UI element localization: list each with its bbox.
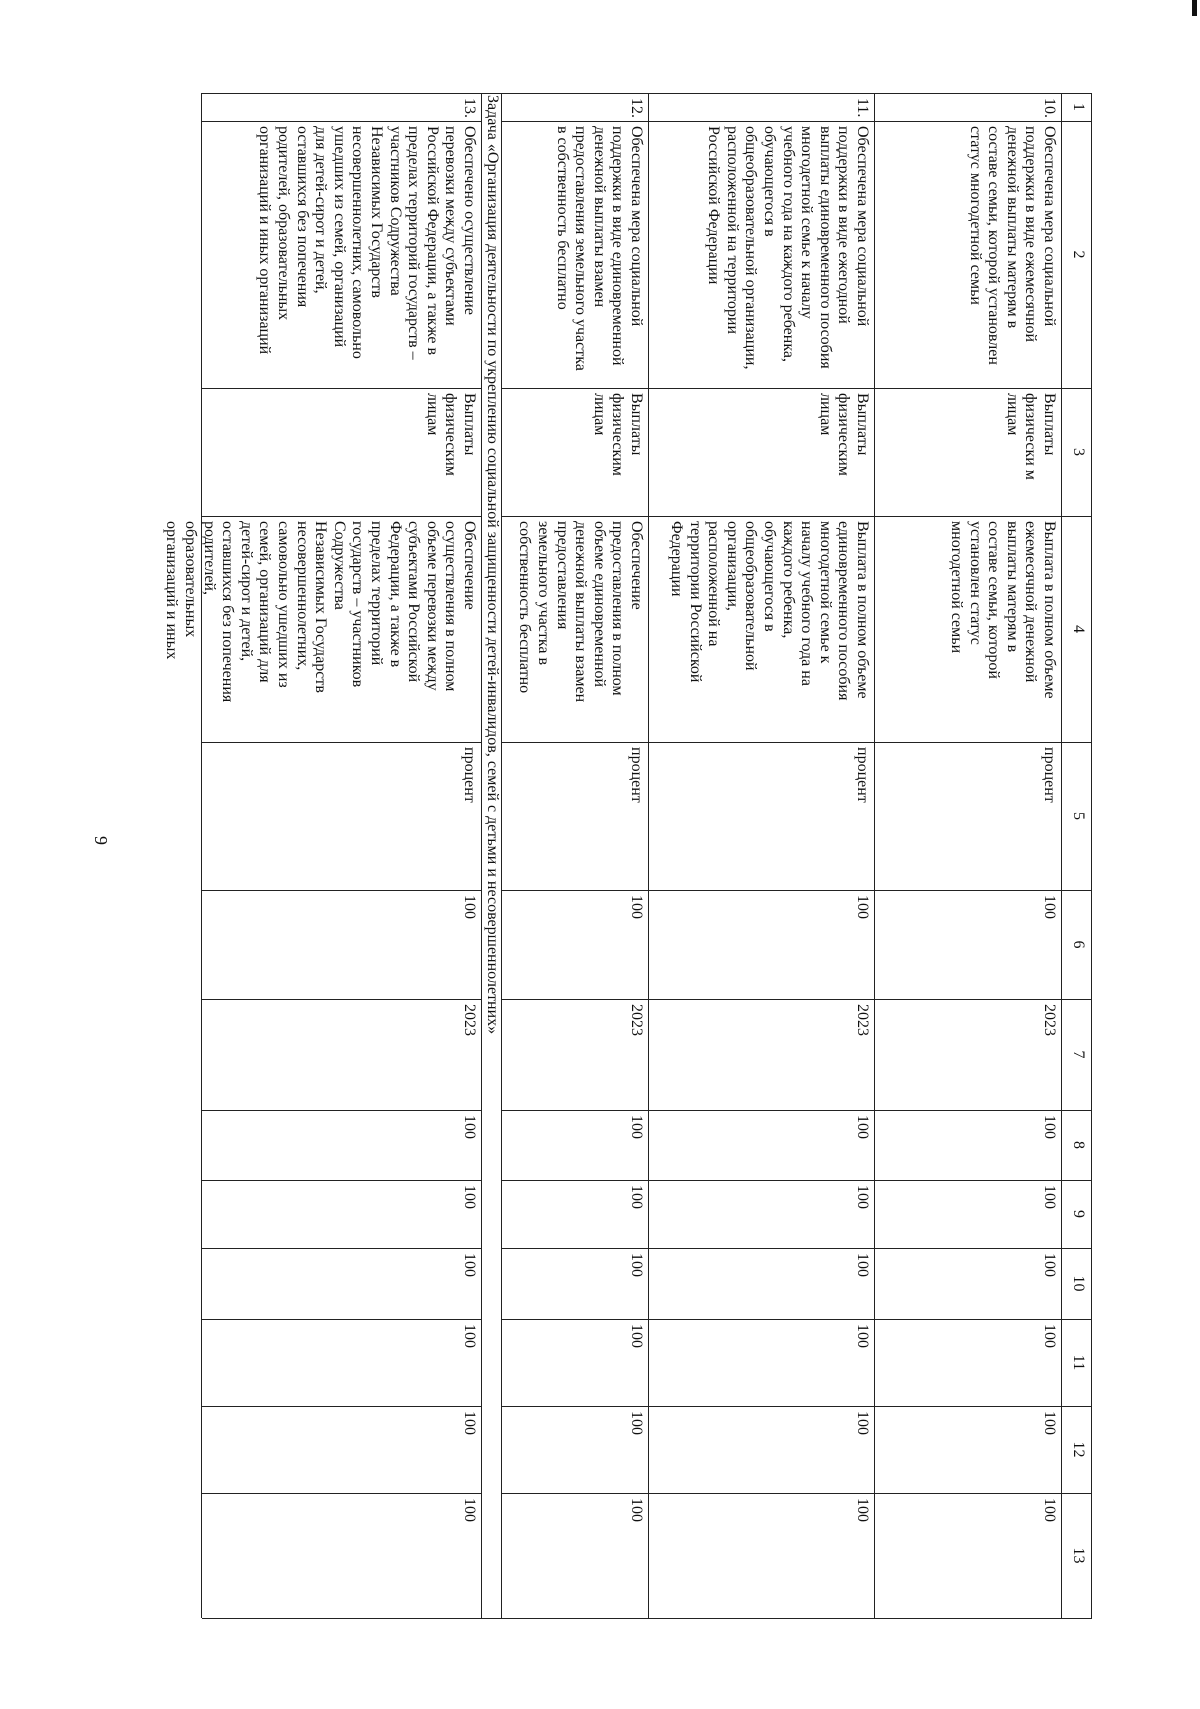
table-rule — [202, 1110, 482, 1111]
column-number: 11 — [1070, 1354, 1087, 1371]
payment-type: Выплаты физически м лицам — [1003, 393, 1058, 480]
payment-type: Выплаты физическим лицам — [423, 393, 478, 476]
table-rule — [202, 1406, 482, 1407]
table-rule — [1061, 93, 1062, 1618]
column-number: 4 — [1070, 625, 1087, 633]
table-rule — [202, 890, 482, 891]
table-rule — [502, 742, 1092, 743]
table-rule — [202, 516, 482, 517]
unit: процент — [854, 747, 871, 803]
page-number: 9 — [91, 836, 111, 845]
unit: процент — [628, 747, 645, 803]
table-rule — [502, 388, 1092, 389]
value-2027: 100 — [1041, 1253, 1058, 1277]
table-rule — [202, 388, 482, 389]
table-rule — [481, 93, 482, 1618]
row-number: 10. — [1041, 98, 1058, 118]
value-2027: 100 — [461, 1253, 478, 1277]
value-2029: 100 — [628, 1411, 645, 1435]
table-rule — [502, 1319, 1092, 1320]
base-year: 2023 — [854, 1004, 871, 1036]
table-rule — [202, 1319, 482, 1320]
base-year: 2023 — [628, 1004, 645, 1036]
table-rule — [502, 1493, 1092, 1494]
base-year: 2023 — [461, 1004, 478, 1036]
task-heading: Задача «Организация деятельности по укреплению социальной защищенности детей-инвалидов, семей с детьми и несовершеннолетних» — [484, 95, 501, 1035]
table-rule — [648, 93, 649, 1618]
table-rule — [202, 999, 482, 1000]
table-rule — [202, 1180, 482, 1181]
table-rule — [202, 742, 482, 743]
table-rule — [202, 1618, 1092, 1619]
value-2026: 100 — [854, 1185, 871, 1209]
value-2029: 100 — [854, 1411, 871, 1435]
value-2029: 100 — [461, 1411, 478, 1435]
value-2025: 100 — [854, 1115, 871, 1139]
value-2030: 100 — [461, 1498, 478, 1522]
indicator-text: Выплата в полном объеме ежемесячной денежной выплаты матерям в составе семьи, которой установлен статус многодетной семьи — [948, 521, 1058, 699]
result-text: Обеспечено осуществление перевозки между субъектами Российской Федерации, а также в пределах территорий государств – участников Содружества Независимых Государств несовершеннолетних, самовольно ушедших из семей, организаций для детей-сирот и детей, оставшихся без попечения родителей, образовательных организаций и иных организаций — [256, 126, 478, 360]
value-2025: 100 — [461, 1115, 478, 1139]
table-rule — [1091, 93, 1092, 1618]
value-2030: 100 — [1041, 1498, 1058, 1522]
table-rule — [502, 999, 1092, 1000]
unit: процент — [461, 747, 478, 803]
corner-mark — [1192, 0, 1197, 16]
value-2030: 100 — [854, 1498, 871, 1522]
column-number: 8 — [1070, 1141, 1087, 1149]
table-rule — [502, 1406, 1092, 1407]
value-2026: 100 — [461, 1185, 478, 1209]
value-2025: 100 — [628, 1115, 645, 1139]
result-text: Обеспечена мера социальной поддержки в виде ежемесячной денежной выплаты матерям в составе семьи, которой установлен статус многодетной семьи — [966, 126, 1058, 365]
table-rule — [502, 1248, 1092, 1249]
indicator-text: Выплата в полном объеме единовременного пособия многодетной семье к началу учебного года на каждого ребенка, обучающегося в общеобразовательной организации, расположенной на территории Российской Федерации — [668, 521, 871, 701]
value-2026: 100 — [628, 1185, 645, 1209]
table-rule — [502, 1180, 1092, 1181]
column-number: 12 — [1070, 1441, 1087, 1458]
table-rule — [502, 890, 1092, 891]
value-2027: 100 — [854, 1253, 871, 1277]
column-number: 9 — [1070, 1210, 1087, 1218]
value-2025: 100 — [1041, 1115, 1058, 1139]
value-2028: 100 — [854, 1324, 871, 1348]
payment-type: Выплаты физическим лицам — [590, 393, 645, 476]
value-2029: 100 — [1041, 1411, 1058, 1435]
row-number: 12. — [628, 98, 645, 118]
column-number: 10 — [1070, 1275, 1087, 1292]
table-rule — [502, 1110, 1092, 1111]
column-number: 13 — [1070, 1547, 1087, 1564]
row-number: 13. — [461, 98, 478, 118]
column-number: 1 — [1070, 103, 1087, 111]
base-year: 2023 — [1041, 1004, 1058, 1036]
value-2028: 100 — [628, 1324, 645, 1348]
column-number: 7 — [1070, 1050, 1087, 1059]
indicator-text: Обеспечение осуществления в полном объеме перевозки между субъектами Российской Федерации, а также в пределах территорий государств – участников Содружества Независимых Государств несовершеннолетних, самовольно ушедших из семей, организаций для детей-сирот и детей, оставшихся без попечения родителей, образовательных организаций и иных — [163, 521, 478, 703]
table-rule — [501, 93, 502, 1618]
table-rule — [201, 93, 202, 1618]
column-number: 5 — [1070, 812, 1087, 820]
table-rule — [874, 93, 875, 1618]
result-text: Обеспечена мера социальной поддержки в виде ежегодной выплаты единовременного пособия многодетной семье к началу учебного года на каждого ребенка, обучающегося в общеобразовательной организации, расположенной на территории Российской Федерации — [705, 126, 871, 370]
value-2026: 100 — [1041, 1185, 1058, 1209]
table-rule — [202, 93, 1092, 94]
data-table — [163, 93, 1092, 1618]
row-number: 11. — [854, 98, 871, 118]
column-number: 3 — [1070, 448, 1087, 456]
column-number: 6 — [1070, 940, 1087, 949]
payment-type: Выплаты физическим лицам — [816, 393, 871, 476]
table-rule — [502, 121, 1092, 122]
indicator-text: Обеспечение предоставления в полном объеме единовременной денежной выплаты взамен предоставления земельного участка в собственность бесплатно — [516, 521, 645, 703]
base-value: 100 — [628, 895, 645, 919]
table-rule — [202, 121, 482, 122]
base-value: 100 — [461, 895, 478, 919]
base-value: 100 — [854, 895, 871, 919]
table-rule — [202, 1248, 482, 1249]
value-2027: 100 — [628, 1253, 645, 1277]
result-text: Обеспечена мера социальной поддержки в виде единовременной денежной выплаты взамен предоставления земельного участка в собственность бесплатно — [553, 126, 645, 371]
value-2030: 100 — [628, 1498, 645, 1522]
unit: процент — [1041, 747, 1058, 803]
value-2028: 100 — [1041, 1324, 1058, 1348]
table-rule — [202, 1493, 482, 1494]
table-rule — [502, 516, 1092, 517]
column-number: 2 — [1070, 250, 1087, 259]
value-2028: 100 — [461, 1324, 478, 1348]
base-value: 100 — [1041, 895, 1058, 919]
